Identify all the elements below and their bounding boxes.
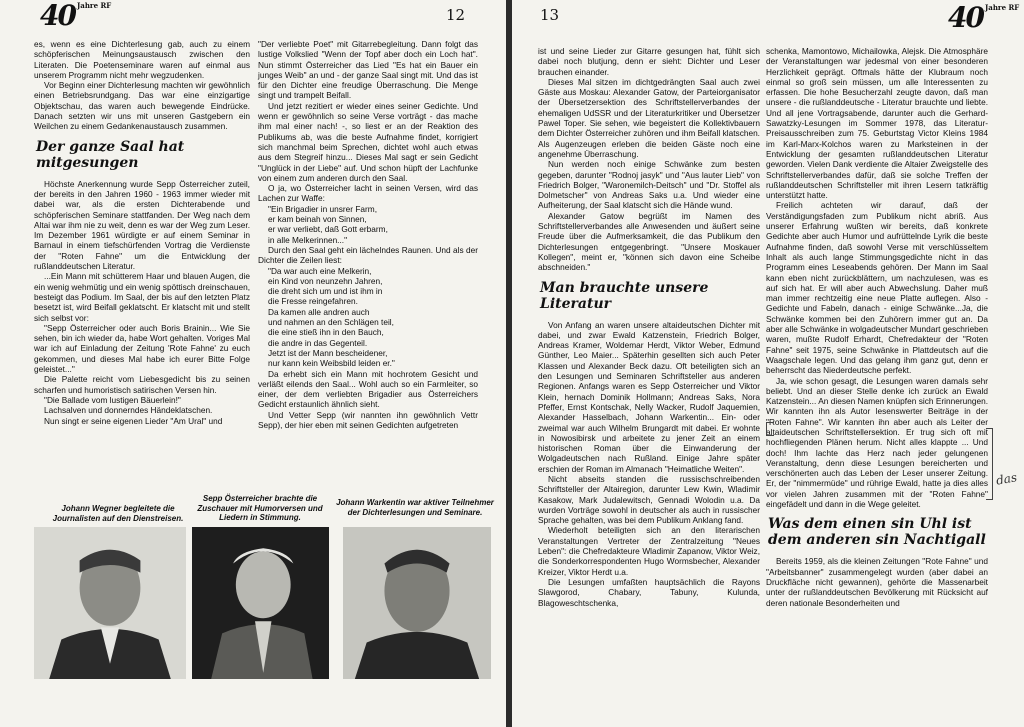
poem-line: ein Kind von neunzehn Jahren, (268, 275, 383, 286)
paragraph: Durch den Saal geht ein lächelndes Raunen. Und als der Dichter die Zeilen liest: (258, 244, 478, 266)
left-column-1 (34, 39, 250, 426)
paragraph: Nicht abseits standen die russischschreibenden Schriftsteller der Altairegion, darunter Lew Kwin, Wladimir Kasakow, Mark Judalewitsch, Gennadi Wolodin u.a. Da wurden Vorträge sowohl in deutscher als auch in russischer Sprache gehalten, was bei dem Publikum Anklang fand. (538, 473, 760, 526)
quote: "Die Ballade vom lustigen Bäuerlein!" (44, 394, 181, 405)
paragraph: Die Palette reicht vom Liebesgedicht bis zu seinen scharfen und humoristisch satirischen Versen hin. (34, 374, 250, 395)
paragraph: Wiederholt beteiligten sich an den literarischen Veranstaltungen Vertreter der Zentralzeitung "Neues Leben": die Chefredakteure Wladimir Zapanow, Viktor Weiz, die Sonderkorrespondenten Hugo Wormsbecher, Alexander Kreizer, Viktor Herdt u.a. (538, 525, 760, 577)
poem-line: die dreht sich um und ist ihm in (268, 286, 383, 297)
paragraph: Lachsalven und donnerndes Händeklatschen. (44, 405, 213, 416)
poem-line: die andre in das Gegenteil. (268, 337, 368, 348)
anniversary-logo (40, 2, 111, 30)
paragraph: Die Lesungen umfaßten hauptsächlich die Rayons Slawgorod, Chabary, Tabuny, Kulunda, Blagoweschtschenka, (538, 576, 760, 608)
paragraph: Nun werden noch einige Schwänke zum besten gegeben, darunter "Rodnoj jasyk" und "Aus lauter Lieb" von Friedrich Bolger, "Waronemilch-Deitsch" und "Dr. Stoffel als Dolmetscher" von Andreas Saks u.a. Und wieder eine Aufheiterung, der Saal klatscht sich die Hände wund. (538, 159, 760, 211)
logo-caption: Jahre RF (76, 1, 112, 10)
left-page (0, 0, 506, 727)
paragraph: Dieses Mal sitzen im dichtgedrängten Saal auch zwei Gäste aus Moskau: Alexander Gatow, der Parteiorganisator der Übersetzersektion des Schriftstellerverbandes der ehemaligen UdSSR und der Literaturkritiker und Übersetzer Pawel Toper. Sie sehen, wie begeistert die Kollektivbauern dem Dichter Österreicher zuhören und ihm Beifall klatschen. Als Augenzeugen erleben die beiden Gäste noch eine angenehme Überraschung. (538, 76, 760, 159)
logo-caption: Jahre RF (984, 3, 1020, 12)
poem-line: die Fresse reingefahren. (268, 296, 358, 307)
paragraph: ist und seine Lieder zur Gitarre gesungen hat, fühlt sich dabei noch blutjung, denn er sieht: Dichter und Leser brauchen einander. (538, 46, 760, 77)
handwritten-bracket (766, 422, 774, 436)
poem (258, 204, 478, 245)
photo-caption-oesterreicher: Sepp Österreicher brachte die Zuschauer mit Humorversen und Liedern in Stimmung. (197, 494, 323, 522)
paragraph: Ja, wie schon gesagt, die Lesungen waren damals sehr beliebt. Und an dieser Stelle denke ich zurück an Ewald Katzenstein... An diesen Namen knüpfen sich Erinnerungen. Wir kannten ihn als Autor lesenswerter Beiträge in der "Roten Fahne". Wir kannten ihn aber auch als Leiter der altaideutschen Schriftstellersektion. Er trug sich oft mit hochfliegenden Plänen herum. Nicht alles klappte ... Und doch! Ihm lachte das Herz nach jeder gelungenen Veranstaltung, denn diese Lesungen bereicherten und verschönerten auch das Leben der Leser unserer Zeitung. Er, der "nimmermüde" und rührige Ewald, hatte ja dies alles vor vielen Jahren zusammen mit der "Roten Fahne" eingefädelt und dann in die Wege geleitet. (766, 375, 988, 510)
poem-line: die eine stieß ihn in den Bauch, (268, 327, 384, 338)
paragraph: es, wenn es eine Dichterlesung gab, auch zu einem schöpferischen Meinungsaustausch zwischen den Literaten. Die Poetenseminare waren auf einmal aus unserem Programm nicht mehr wegzudenken. (34, 39, 250, 80)
paragraph: ...Ein Mann mit schütterem Haar und blauen Augen, die ein wenig wehmütig und ein wenig spöttisch dreinschauen, besteigt das Podium. Im Saal, der bis auf den letzten Platz besetzt ist, wird Beifall geklatscht. Er klatscht mit und stellt sich selbst vor: (34, 271, 250, 323)
poem-line: Da kamen alle andren auch (268, 306, 370, 317)
poem-line: nur kann kein Weibsbild leiden er." (268, 358, 395, 369)
portrait-photo-wegner (34, 527, 186, 679)
paragraph: Alexander Gatow begrüßt im Namen des Schriftstellerverbandes alle Anwesenden und äußert seine Freude über die Aufmerksamkeit, die das Publikum den Dichterlesungen entgegenbringt. "Unsere Moskauer Kollegen", meint er, "können sich davon eine Scheibe abschneiden." (538, 210, 760, 273)
poem (258, 266, 478, 369)
paragraph: Vor Beginn einer Dichterlesung machten wir gewöhnlich einen Betriebsrundgang. Das war eine einzigartige Objektschau, das waren auch bewegende Eindrücke. Danach setzten wir uns mit unseren Gastgebern ein Weilchen zu einem Gedankenaustausch zusammen. (34, 80, 250, 132)
paragraph: Da erhebt sich ein Mann mit hochrotem Gesicht und verläßt eilends den Saal... Wohl auch so ein Farmleiter, so einer, der dem verliebten Brigadier aus Österreichers Gedicht erstaunlich ähnlich sieht. (258, 368, 478, 410)
paragraph: Bereits 1959, als die kleinen Zeitungen "Rote Fahne" und "Arbeitsbanner" zusammengelegt wurden (aber dabei an Druckfläche nicht gewannen), gehörte die Massenarbeit unter der rußlanddeutschen Bevölkerung mit Rücksicht auf deren nationale Besonderheiten und (766, 556, 988, 608)
photo-caption-wegner: Johann Wegner begleitete die Journalisten auf den Dienstreisen. (52, 504, 184, 523)
poem-line: "Da war auch eine Melkerin, (268, 265, 372, 276)
paragraph: Freilich achteten wir darauf, daß der Verständigungsfaden zum Publikum nicht abriß. Aus unserer Erfahrung wußten wir bereits, daß konkrete Gedichte aber auch Humor und aufrüttelnde Lyrik die beste Aufnahme finden, daß sowohl Verse mit verschlüsseltem Inhalt als auch lange Stimmungsgedichte nicht in das Programm eines Leseabends gehören. Der Mann im Saal kann eben nicht zurückblättern, um nachzulesen, was es auf sich hat. Er will aber auch Abwechslung. Daher muß man immer rechtzeitig eine neue Platte auflegen. Also - Gedichte und Fabeln, danach - einige Schwänke...Ja, die Schwänke kommen bei den Zuhörern immer gut an. Da aber alle Schwänke in wolgadeutscher Mundart geschrieben waren, mußte Rudolf Erhardt, Chefredakteur der "Roten Fahne" seit 1975, seine Schwänke in Plattdeutsch auf die Waagschale legen. Und das gelang ihm ganz gut, denn er beherrscht das Niederdeutsche perfekt. (766, 200, 988, 376)
portrait-photo-oesterreicher (192, 527, 329, 679)
page-number: 12 (446, 6, 466, 24)
paragraph: Und jetzt rezitiert er wieder eines seiner Gedichte. Und wenn er gewöhnlich so seine Verse vorträgt - das mache ihm mal einer nach! -, so liest er an der Reaktion des Publikums ab, was die beste Aufnahme findet, korrigiert sich manchmal beim Sprechen, dichtet wohl auch etwas aus dem Stegreif hinzu... Dieses Mal sagt er sein Gedicht "Unglück in der Liebe" auf. Und schon hüpft der Lachfunke von einem zum anderen durch den Saal. (258, 100, 478, 183)
handwritten-bracket (986, 428, 993, 500)
portrait-photo-warkentin (343, 527, 491, 679)
poem-line: in alle Melkerinnen..." (268, 234, 348, 245)
poem-line: Jetzt ist der Mann bescheidener, (268, 347, 388, 358)
left-column-2 (258, 39, 478, 430)
quote: "Sepp Österreicher oder auch Boris Brainin... Wie Sie sehen, bin ich wieder da, habe Wort gehalten. Voriges Mal war ich auf Einladung der Zeitung 'Rote Fahne' zu euch gekommen, und dieses Mal habe ich eurer Bitte Folge geleistet..." (34, 322, 250, 375)
right-column-1 (538, 46, 760, 608)
right-column-2 (766, 46, 988, 608)
photo-caption-warkentin: Johann Warkentin war aktiver Teilnehmer der Dichterlesungen und Seminare. (336, 498, 494, 517)
section-heading: Man brauchte unsere Literatur (540, 279, 709, 312)
paragraph: "Der verliebte Poet" mit Gitarrebegleitung. Dann folgt das lustige Volkslied "Wenn der Topf aber doch ein Loch hat". Nun stimmt Österreicher das Lied "Es hat ein Bauer ein junges Weib" an und - der ganze Saal singt mit. Und das ist für den Dichter eine freudige Überraschung. Die Menge singt und trampelt Beifall. (258, 39, 478, 101)
anniversary-logo (948, 1, 1020, 34)
page-number: 13 (540, 6, 560, 24)
logo-number: 40 (40, 0, 75, 32)
poem-line: er war verliebt, daß Gott erbarm, (268, 224, 388, 235)
logo-number: 40 (948, 1, 983, 34)
paragraph: Höchste Anerkennung wurde Sepp Österreicher zuteil, der bereits in den Jahren 1960 - 1963 immer wieder mit dabei war, als die ersten Dichterabende und schöpferischen Seminare stattfanden. Der Weg nach dem Altai war ihm nie zu weit, denn es war der Weg zum Leser. Im Dezember 1961 würdigte er auf einem Seminar in Barnaul in einem tiefschürfenden Vortrag die Verdienste der "Roten Fahne" um die Entwicklung der rußlanddeutschen Literatur. (34, 178, 250, 272)
paragraph: Und Vetter Sepp (wir nannten ihn gewöhnlich Vettr Sepp), der hier eben mit seinen Gedichten aufgetreten (258, 409, 478, 430)
section-heading: Der ganze Saal hat mitgesungen (36, 138, 185, 171)
section-heading: Was dem einen sin Uhl ist dem anderen sin Nachtigall (768, 516, 986, 549)
paragraph: schenka, Mamontowo, Michailowka, Alejsk. Die Atmosphäre der Veranstaltungen war jedesmal von einer besonderen Herzlichkeit geprägt. Oftmals hätte der Klubraum noch einmal so groß sein müssen, um alle Interessenten zu erfassen. Die hohe Besucherzahl zeugte davon, daß man unsere - die rußlanddeutsche - Literatur brauchte und liebte. Und all jene Vortragsabende, darunter auch die Gerhard-Sawatzky-Lesungen im Sommer 1978, das Literatur-Preisausschreiben zum 75. Geburtstag Victor Kleins 1984 im Karl-Marx-Kolchos waren zu Marksteinen in der Entwicklung der gesamten rußlanddeutschen Literatur geworden. Vielen Dank verdiente die Altaier Zweigstelle des Schriftstellerverbandes dafür, daß sie solche Treffen der rußlanddeutschen Schriftsteller mit ihren Lesern tatkräftig unterstützt hatte. (766, 46, 988, 201)
paragraph: Nun singt er seine eigenen Lieder "Am Ural" und (44, 415, 223, 426)
poem-line: er kam beinah von Sinnen, (268, 214, 367, 225)
paragraph: Von Anfang an waren unsere altaideutschen Dichter mit dabei, und zwar Ewald Katzenstein, Friedrich Bolger, Andreas Kramer, Woldemar Herdt, Viktor Weber, Edmund Günther, Leo Maier... Späterhin gesellten sich auch Peter Klassen und Alexander Beck dazu. Oft beteiligten sich an den Lesungen und Seminaren Schriftsteller aus anderen Regionen. Anfangs waren es Sepp Österreicher und Viktor Klein, hernach Dominik Hollmann; Andreas Saks, Nora Pfeffer, Ernst Kontschak, Nelly Wacker, Rudolf Jaquemien, Alexander Hasselbach, Johann Warkentin... Ein- oder zweimal war auch Wilhelm Brungardt mit dabei. Er wohnte in Nowosibirsk und arbeitete zu jener Zeit an einem historischen Roman über die Einwanderung der Wolgadeutschen nach Rußland. Einige Jahre später erschien der Roman im Almanach "Heimatliche Weiten". (538, 319, 760, 474)
paragraph: O ja, wo Österreicher lacht in seinen Versen, wird das Lachen zur Waffe: (258, 183, 478, 204)
poem-line: "Ein Brigadier in unsrer Farm, (268, 203, 377, 214)
handwritten-margin-note: das (994, 470, 1019, 488)
poem-line: und nahmen an den Schlägen teil, (268, 317, 394, 328)
right-page (512, 0, 1024, 727)
